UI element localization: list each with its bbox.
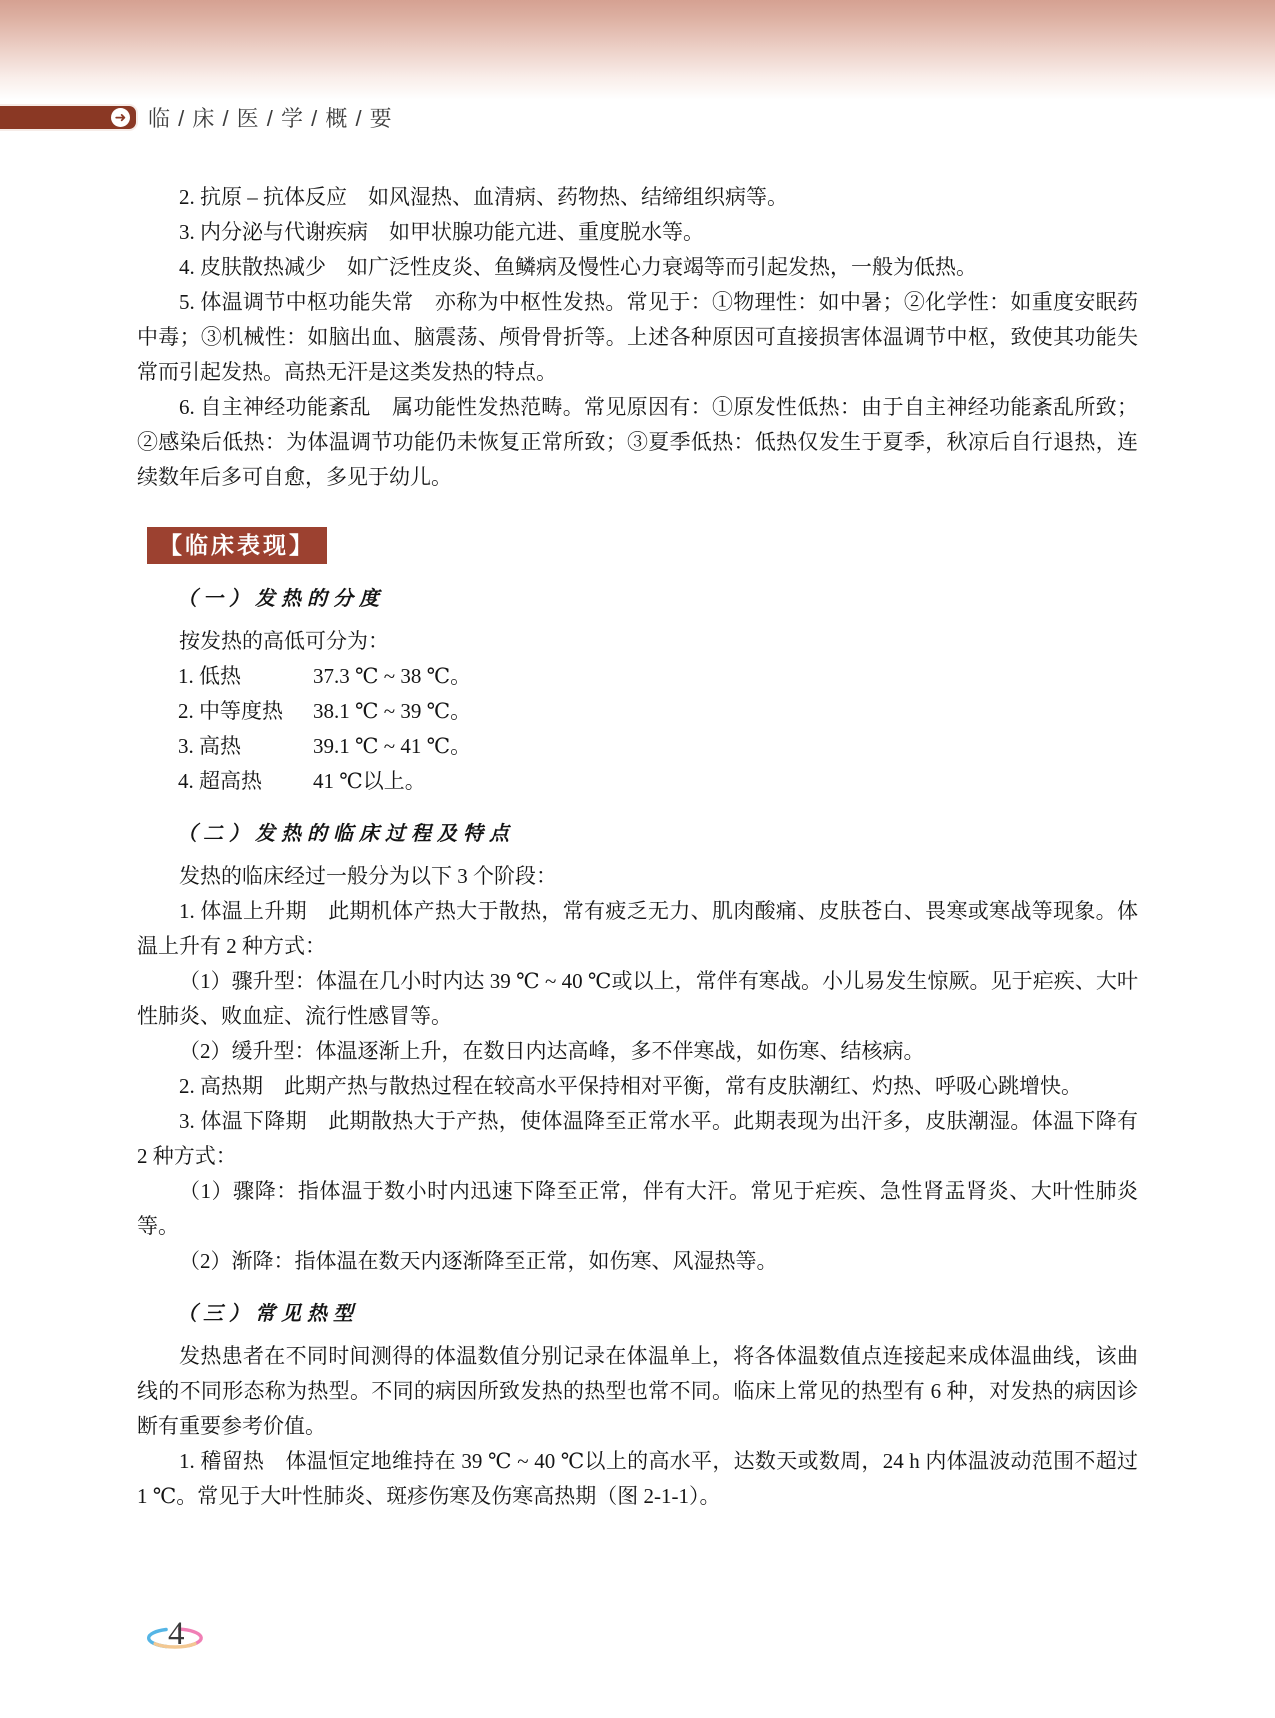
grade-label: 3. 高热 (178, 734, 241, 758)
fever-grade-row (137, 694, 1138, 729)
body-paragraph: 按发热的高低可分为： (179, 629, 389, 653)
grade-label: 1. 低热 (178, 664, 241, 688)
body-paragraph: 3. 内分泌与代谢疾病 如甲状腺功能亢进、重度脱水等。 (179, 220, 704, 244)
fever-grade-row (137, 729, 1138, 764)
grade-label: 4. 超高热 (178, 769, 262, 793)
page-number: 4 (168, 1616, 185, 1652)
running-head-title: 临 / 床 / 医 / 学 / 概 / 要 (148, 105, 393, 131)
body-paragraph: （1）骤升型：体温在几小时内达 39 ℃ ~ 40 ℃或以上，常伴有寒战。小儿易发生惊厥。见于疟疾、大叶性肺炎、败血症、流行性感冒等。 (137, 969, 1138, 1028)
grade-value: 41 ℃以上。 (313, 769, 426, 793)
body-paragraph: 1. 稽留热 体温恒定地维持在 39 ℃ ~ 40 ℃以上的高水平，达数天或数周，24 h 内体温波动范围不超过 1 ℃。常见于大叶性肺炎、斑疹伤寒及伤寒高热期（图 2-1-1）。 (137, 1449, 1138, 1508)
grade-value: 38.1 ℃ ~ 39 ℃。 (313, 699, 472, 723)
grade-value: 39.1 ℃ ~ 41 ℃。 (313, 734, 472, 758)
page-number-ellipse-decoration (142, 1610, 214, 1656)
running-head-bar (0, 104, 138, 131)
top-gradient-band (0, 0, 1275, 100)
body-paragraph: 发热患者在不同时间测得的体温数值分别记录在体温单上，将各体温数值点连接起来成体温曲线，该曲线的不同形态称为热型。不同的病因所致发热的热型也常不同。临床上常见的热型有 6 种，对发热的病因诊断有重要参考价值。 (137, 1344, 1138, 1438)
fever-grade-row (137, 764, 1138, 799)
body-paragraph: 5. 体温调节中枢功能失常 亦称为中枢性发热。常见于：①物理性：如中暑；②化学性：如重度安眠药中毒；③机械性：如脑出血、脑震荡、颅骨骨折等。上述各种原因可直接损害体温调节中枢，致使其功能失常而引起发热。高热无汗是这类发热的特点。 (137, 290, 1138, 384)
body-paragraph: 2. 抗原 – 抗体反应 如风湿热、血清病、药物热、结缔组织病等。 (179, 185, 788, 209)
subsection-title-fever-course: （二）发热的临床过程及特点 (177, 823, 515, 845)
body-paragraph: 3. 体温下降期 此期散热大于产热，使体温降至正常水平。此期表现为出汗多，皮肤潮湿。体温下降有 2 种方式： (137, 1109, 1138, 1168)
section-banner-clinical-manifestation: 【临床表现】 (147, 527, 327, 564)
body-paragraph: （2）缓升型：体温逐渐上升，在数日内达高峰，多不伴寒战，如伤寒、结核病。 (179, 1039, 925, 1063)
grade-value: 37.3 ℃ ~ 38 ℃。 (313, 664, 472, 688)
fever-grade-row (137, 659, 1138, 694)
body-paragraph: 发热的临床经过一般分为以下 3 个阶段： (179, 864, 557, 888)
body-paragraph: （2）渐降：指体温在数天内逐渐降至正常，如伤寒、风湿热等。 (179, 1249, 778, 1273)
subsection-title-common-fever-types: （三）常见热型 (177, 1303, 359, 1325)
body-paragraph: 1. 体温上升期 此期机体产热大于散热，常有疲乏无力、肌肉酸痛、皮肤苍白、畏寒或寒战等现象。体温上升有 2 种方式： (137, 899, 1138, 958)
body-paragraph: （1）骤降：指体温于数小时内迅速下降至正常，伴有大汗。常见于疟疾、急性肾盂肾炎、大叶性肺炎等。 (137, 1179, 1138, 1238)
subsection-title-fever-grading: （一）发热的分度 (177, 588, 385, 610)
body-paragraph: 2. 高热期 此期产热与散热过程在较高水平保持相对平衡，常有皮肤潮红、灼热、呼吸心跳增快。 (179, 1074, 1082, 1098)
page-body (137, 180, 1138, 1514)
body-paragraph: 6. 自主神经功能紊乱 属功能性发热范畴。常见原因有：①原发性低热：由于自主神经功能紊乱所致；②感染后低热：为体温调节功能仍未恢复正常所致；③夏季低热：低热仅发生于夏季，秋凉后自行退热，连续数年后多可自愈，多见于幼儿。 (137, 395, 1138, 489)
grade-label: 2. 中等度热 (178, 699, 283, 723)
body-paragraph: 4. 皮肤散热减少 如广泛性皮炎、鱼鳞病及慢性心力衰竭等而引起发热，一般为低热。 (179, 255, 977, 279)
page-number-footer (142, 1610, 214, 1656)
arrow-right-circle-icon: ➜ (111, 108, 130, 127)
